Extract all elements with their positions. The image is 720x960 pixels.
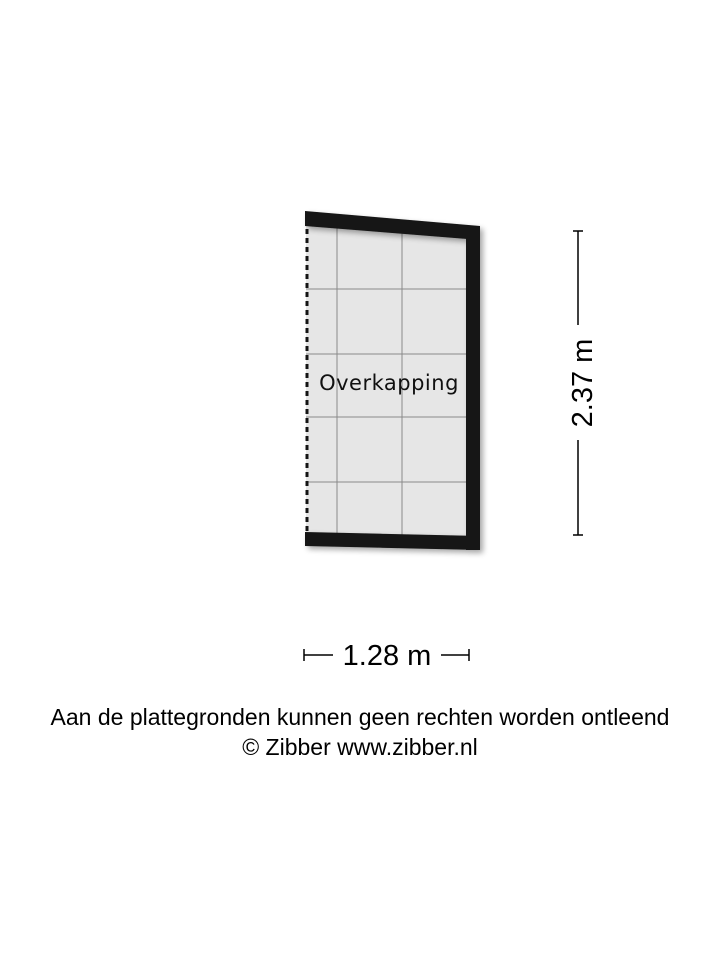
copyright-text: © Zibber www.zibber.nl — [242, 734, 478, 760]
room-label: Overkapping — [319, 371, 459, 395]
width-label: 1.28 m — [342, 640, 432, 672]
height-label: 2.37 m — [567, 338, 599, 428]
wall-right — [466, 226, 480, 550]
disclaimer-text: Aan de plattegronden kunnen geen rechten worden ontleend — [50, 704, 670, 730]
